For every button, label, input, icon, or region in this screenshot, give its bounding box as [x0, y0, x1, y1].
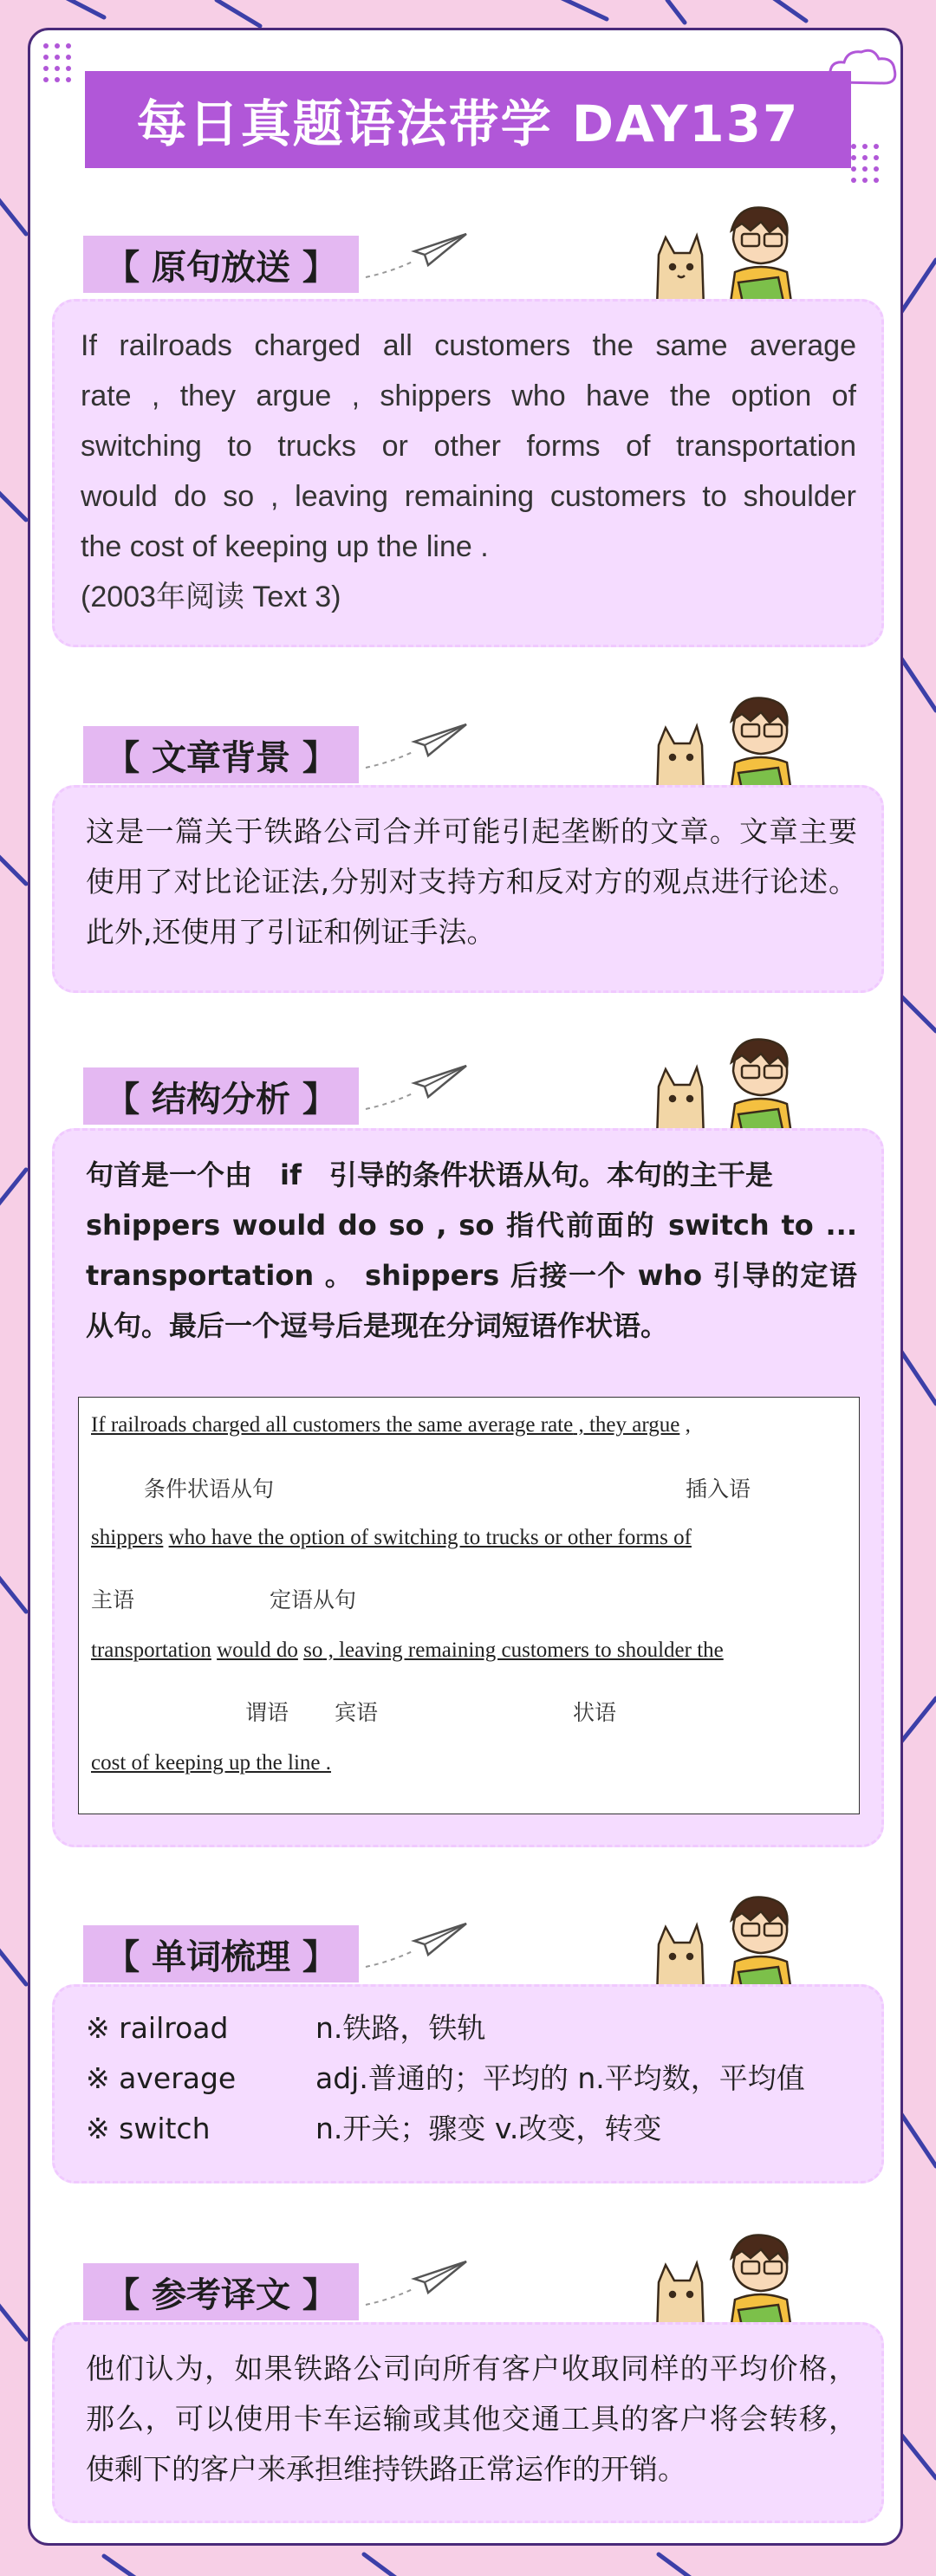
- cat-mascot-icon: [648, 204, 804, 308]
- sentence-line: would do so , leaving remaining customers to shoulder: [81, 480, 856, 513]
- label-predicate: 谓语: [245, 1700, 289, 1725]
- page-title: 每日真题语法带学 DAY137: [85, 71, 851, 168]
- original-sentence-text: [81, 321, 856, 622]
- cat-mascot-icon: [648, 1894, 804, 1998]
- diagram-line: cost of keeping up the line .: [91, 1751, 332, 1775]
- analysis-line: 从句。最后一个逗号后是现在分词短语作状语。: [86, 1309, 669, 1342]
- section-label-original: 【 原句放送 】: [83, 236, 359, 293]
- analysis-line: transportation 。 shippers 后接一个 who 引导的定语: [86, 1259, 857, 1292]
- paper-plane-icon: [364, 227, 468, 279]
- vocab-item: ※ railroad n.铁路，铁轨: [86, 2011, 486, 2045]
- sentence-line: If railroads charged all customers the same average: [81, 329, 856, 362]
- cat-mascot-icon: [648, 2232, 804, 2336]
- vocab-item: ※ switch n.开关；骤变 v.改变，转变: [86, 2112, 662, 2145]
- decor-dots: [43, 43, 71, 82]
- diagram-line: If railroads charged all customers the same average rate , they argue ,: [91, 1413, 691, 1437]
- sentence-line: switching to trucks or other forms of transportation: [81, 430, 856, 463]
- paper-plane-icon: [364, 1917, 468, 1969]
- translation-box: [52, 2322, 884, 2523]
- section-label-structure: 【 结构分析 】: [83, 1067, 359, 1125]
- source-citation: (2003年阅读 Text 3): [81, 581, 341, 613]
- background-box: [52, 785, 884, 993]
- paper-plane-icon: [364, 1059, 468, 1111]
- label-object: 宾语: [335, 1700, 379, 1725]
- sentence-structure-diagram: [78, 1397, 860, 1814]
- sentence-line: rate , they argue , shippers who have the option of: [81, 380, 856, 412]
- analysis-line: 句首是一个由 if 引导的条件状语从句。本句的主干是: [86, 1158, 773, 1191]
- vocab-item: ※ average adj.普通的；平均的 n.平均数，平均值: [86, 2061, 805, 2095]
- translation-text: 他们认为，如果铁路公司向所有客户收取同样的平均价格，那么，可以使用卡车运输或其他交通工具的客户将会转移，使剩下的客户来承担维持铁路正常运作的开销。: [86, 2352, 857, 2486]
- label-conditional: 条件状语从句: [144, 1476, 275, 1502]
- background-text: 这是一篇关于铁路公司合并可能引起垄断的文章。文章主要使用了对比论证法,分别对支持方和反对方的观点进行论述。此外,还使用了引证和例证手法。: [86, 814, 857, 949]
- label-insert: 插入语: [686, 1476, 751, 1502]
- structure-text: [86, 1150, 857, 1351]
- section-label-vocabulary: 【 单词梳理 】: [83, 1925, 359, 1982]
- analysis-line: shippers would do so , so 指代前面的 switch to ...: [86, 1209, 857, 1242]
- paper-plane-icon: [364, 2255, 468, 2307]
- label-adverbial: 状语: [573, 1700, 617, 1725]
- section-label-background: 【 文章背景 】: [83, 726, 359, 783]
- section-label-translation: 【 参考译文 】: [83, 2263, 359, 2320]
- label-attributive: 定语从句: [270, 1587, 357, 1612]
- cat-mascot-icon: [648, 1036, 804, 1140]
- decor-dots: [851, 144, 879, 183]
- original-sentence-box: [52, 299, 884, 647]
- vocabulary-box: [52, 1984, 884, 2183]
- paper-plane-icon: [364, 717, 468, 769]
- diagram-line: transportation would do so , leaving remaining customers to shoulder the: [91, 1638, 724, 1662]
- sentence-line: the cost of keeping up the line .: [81, 530, 489, 563]
- label-subject: 主语: [91, 1587, 135, 1612]
- cat-mascot-icon: [648, 695, 804, 799]
- diagram-line: shippers who have the option of switching to trucks or other forms of: [91, 1526, 692, 1549]
